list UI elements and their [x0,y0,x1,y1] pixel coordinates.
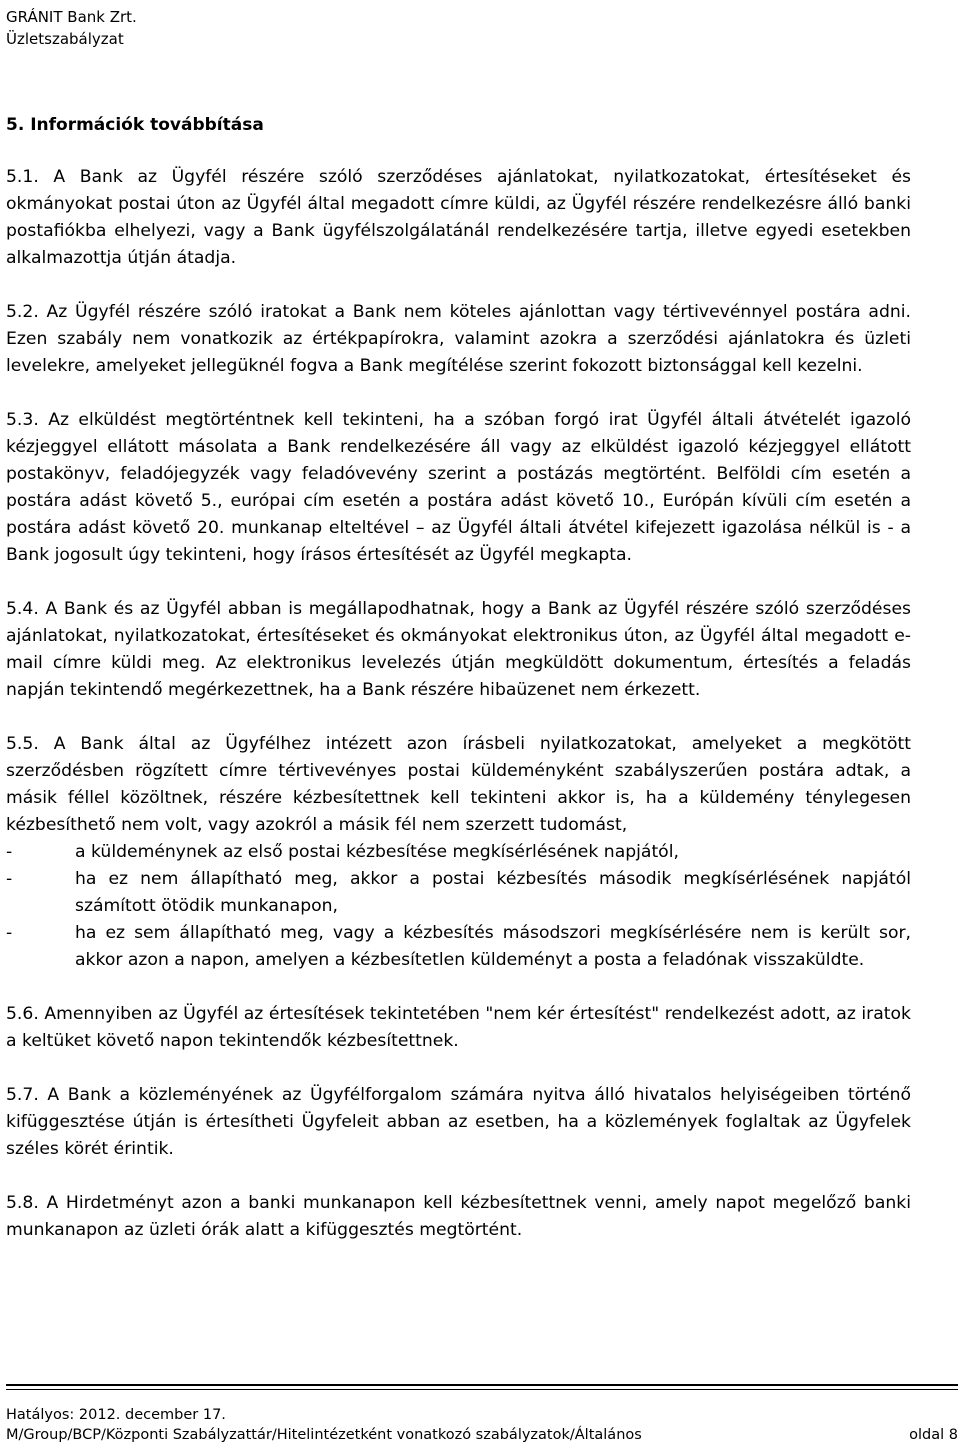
page-number: oldal 8 [909,1427,958,1443]
list-item-text: a küldeménynek az első postai kézbesítése megkísérlésének napjától, [75,842,679,862]
list-item [6,839,911,866]
company-name: GRÁNIT Bank Zrt. [6,8,137,26]
list-item-text: ha ez sem állapítható meg, vagy a kézbesítés másodszori megkísérlésére nem is került sor, akkor azon a napon, amelyen a kézbesítetlen küldeményt a posta a feladónak visszaküldte. [75,923,911,970]
paragraph-5-7: 5.7. A Bank a közleményének az Ügyfélforgalom számára nyitva álló hivatalos helyiségeiben történő kifüggesztése útján is értesítheti Ügyfeleit abban az esetben, ha a közlemények foglaltak az Ügyfelek széles körét érintik. [6,1085,911,1159]
paragraph-5-5: 5.5. A Bank által az Ügyfélhez intézett azon írásbeli nyilatkozatokat, amelyeket a megkötött szerződésben rögzített címre tértivevényes postai küldeményként szabályszerűen postára adtak, a másik féllel közöltnek, részére kézbesítettnek kell tekinteni akkor is, ha a küldemény ténylegesen kézbesíthető nem volt, vagy azokról a másik fél nem szerzett tudomást, [6,734,911,835]
list-item-text: ha ez nem állapítható meg, akkor a postai kézbesítés második megkísérlésének napjától számított ötödik munkanapon, [75,869,911,916]
paragraph-5-2: 5.2. Az Ügyfél részére szóló iratokat a Bank nem köteles ajánlottan vagy tértivevénnyel postára adni. Ezen szabály nem vonatkozik az értékpapírokra, valamint azokra a szerződési ajánlatokra és üzleti levelekre, amelyeket jellegüknél fogva a Bank megítélése szerint fokozott biztonsággal kell kezelni. [6,302,911,376]
paragraph-5-3: 5.3. Az elküldést megtörténtnek kell tekinteni, ha a szóban forgó irat Ügyfél általi átvételét igazoló kézjeggyel ellátott másolata a Bank rendelkezésére áll vagy az elküldést igazoló kézjeggyel ellátott postakönyv, feladójegyzék vagy feladóvevény szerint a postázás megtörtént. Belföldi cím esetén a postára adást követő 5., európai cím esetén a postára adást követő 10., Európán kívüli cím esetén a postára adást követő 20. munkanap elteltével – az Ügyfél általi átvétel kifejezett igazolása nélkül is - a Bank jogosult úgy tekinteni, hogy írásos értesítését az Ügyfél megkapta. [6,410,911,565]
list-marker: - [6,842,13,862]
document-name: Üzletszabályzat [6,30,124,48]
footer-path-row [6,1425,958,1445]
document-path: M/Group/BCP/Központi Szabályzattár/Hitelintézetként vonatkozó szabályzatok/Általános [6,1427,642,1443]
paragraph-5-8: 5.8. A Hirdetményt azon a banki munkanapon kell kézbesítettnek venni, amely napot megelőző banki munkanapon az üzleti órák alatt a kifüggesztés megtörtént. [6,1193,911,1240]
section-title: 5. Információk továbbítása [6,115,264,135]
list-item [6,866,911,920]
page-footer [6,1405,958,1445]
list-marker: - [6,923,13,943]
footer-divider [6,1384,958,1386]
list-marker: - [6,869,13,889]
list-item [6,920,911,974]
footer-divider-thin [6,1389,958,1390]
paragraph-5-1: 5.1. A Bank az Ügyfél részére szóló szerződéses ajánlatokat, nyilatkozatokat, értesítéseket és okmányokat postai úton az Ügyfél által megadott címre küldi, az Ügyfél részére rendelkezésre álló banki postafiókba elhelyezi, vagy a Bank ügyfélszolgálatánál rendelkezésére tartja, illetve egyedi esetekben alkalmazottja útján átadja. [6,167,911,268]
page-header [6,6,137,50]
paragraph-5-4: 5.4. A Bank és az Ügyfél abban is megállapodhatnak, hogy a Bank az Ügyfél részére szóló szerződéses ajánlatokat, nyilatkozatokat, értesítéseket és okmányokat elektronikus úton, az Ügyfél által megadott e-mail címre küldi meg. Az elektronikus levelezés útján megküldött dokumentum, értesítés a feladás napján tekintendő megérkezettnek, ha a Bank részére hibaüzenet nem érkezett. [6,599,911,700]
paragraph-5-6: 5.6. Amennyiben az Ügyfél az értesítések tekintetében "nem kér értesítést" rendelkezést adott, az iratok a keltüket követő napon tekintendők kézbesítettnek. [6,1004,911,1051]
paragraph-5-5-list [6,839,911,974]
effective-date: Hatályos: 2012. december 17. [6,1407,226,1423]
document-body [6,164,911,1271]
